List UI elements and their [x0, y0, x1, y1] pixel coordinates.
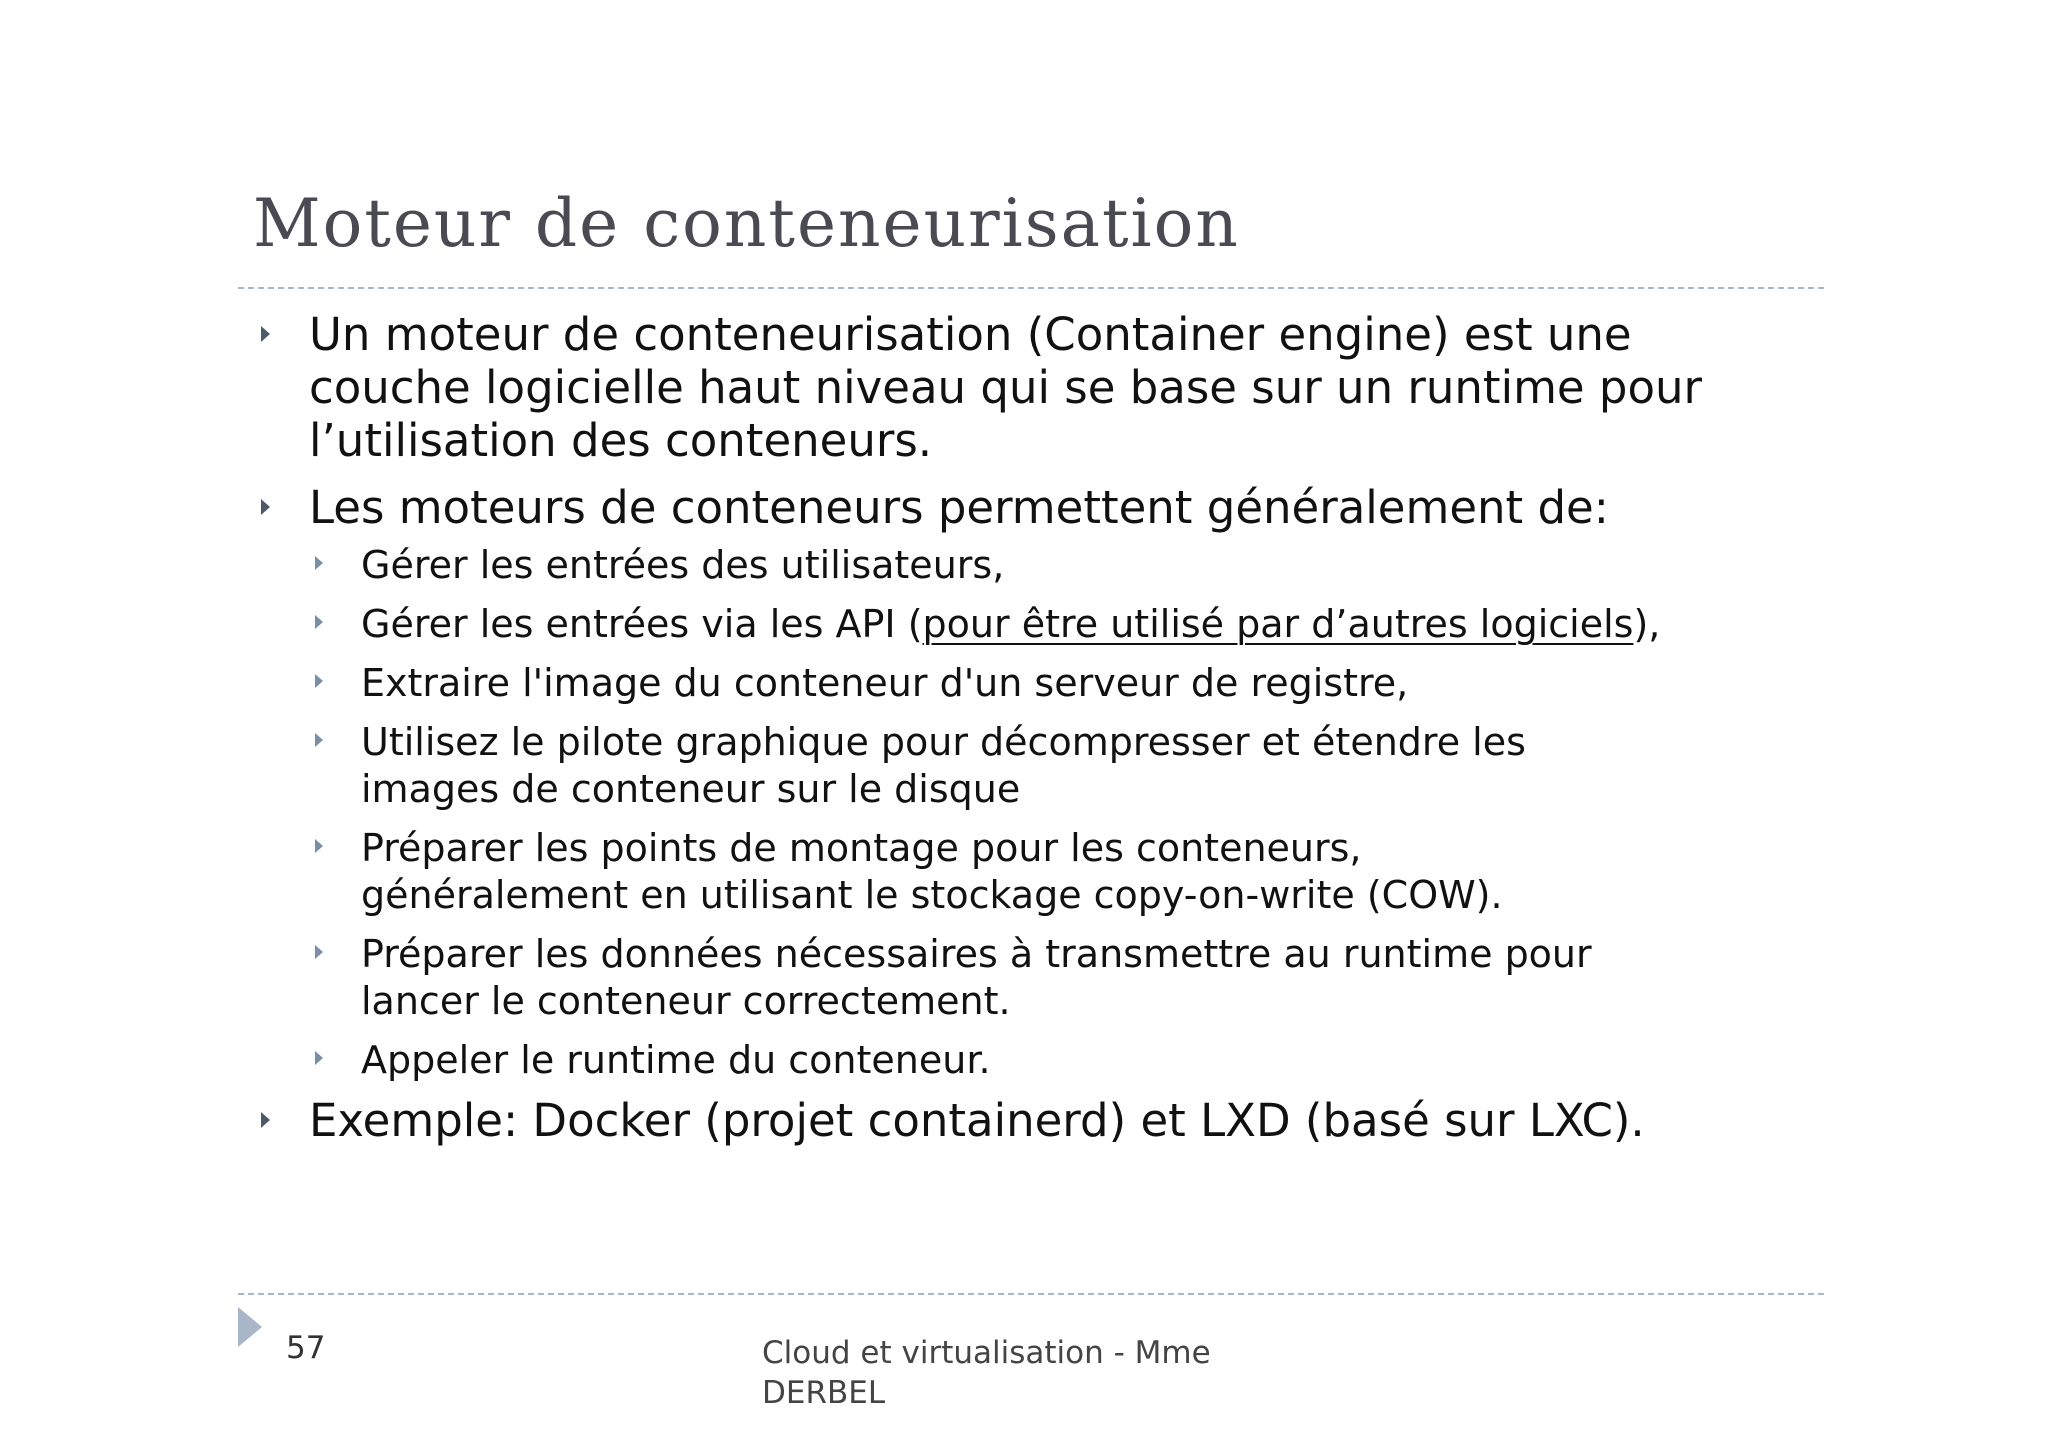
sub-bullet-arrow-icon — [315, 945, 323, 959]
api-link[interactable]: pour être utilisé par d’autres logiciels — [922, 602, 1634, 646]
sub-bullet-api-input: Gérer les entrées via les API (pour être utilisé par d’autres logiciels), — [253, 601, 1813, 648]
sub-bullet-graph-driver: Utilisez le pilote graphique pour décompresser et étendre les images de conteneur sur le disque — [253, 719, 1813, 813]
title-divider — [238, 287, 1824, 289]
bullet-definition: Un moteur de conteneurisation (Container engine) est une couche logicielle haut niveau qui se base sur un runtime pour l’utilisation des conteneurs. — [253, 308, 1813, 467]
sub-bullet-user-input: Gérer les entrées des utilisateurs, — [253, 542, 1813, 589]
sub-bullet-arrow-icon — [315, 674, 323, 688]
sub-bullet-call-runtime: Appeler le runtime du conteneur. — [253, 1037, 1813, 1084]
page-number: 57 — [286, 1330, 326, 1366]
sub-bullet-arrow-icon — [315, 839, 323, 853]
sub-bullet-arrow-icon — [315, 733, 323, 747]
bullet-capabilities: Les moteurs de conteneurs permettent généralement de: — [253, 481, 1813, 534]
slide-title: Moteur de conteneurisation — [253, 185, 1240, 262]
footer-arrow-icon — [238, 1307, 262, 1347]
bullet-example: Exemple: Docker (projet containerd) et LXD (basé sur LXC). — [253, 1094, 1813, 1147]
bullet-arrow-icon — [261, 1112, 270, 1128]
sub-bullet-arrow-icon — [315, 1051, 323, 1065]
sub-bullet-mount-points: Préparer les points de montage pour les conteneurs, généralement en utilisant le stockage copy-on-write (COW). — [253, 825, 1813, 919]
sub-bullet-arrow-icon — [315, 615, 323, 629]
sub-bullet-pull-image: Extraire l'image du conteneur d'un serveur de registre, — [253, 660, 1813, 707]
sub-bullet-runtime-data: Préparer les données nécessaires à transmettre au runtime pour lancer le conteneur correctement. — [253, 931, 1813, 1025]
footer-divider — [238, 1293, 1824, 1295]
sub-bullet-arrow-icon — [315, 556, 323, 570]
slide-content — [253, 308, 1813, 1147]
bullet-arrow-icon — [261, 326, 270, 342]
bullet-arrow-icon — [261, 499, 270, 515]
footer-caption: Cloud et virtualisation - Mme DERBEL — [762, 1335, 1211, 1411]
